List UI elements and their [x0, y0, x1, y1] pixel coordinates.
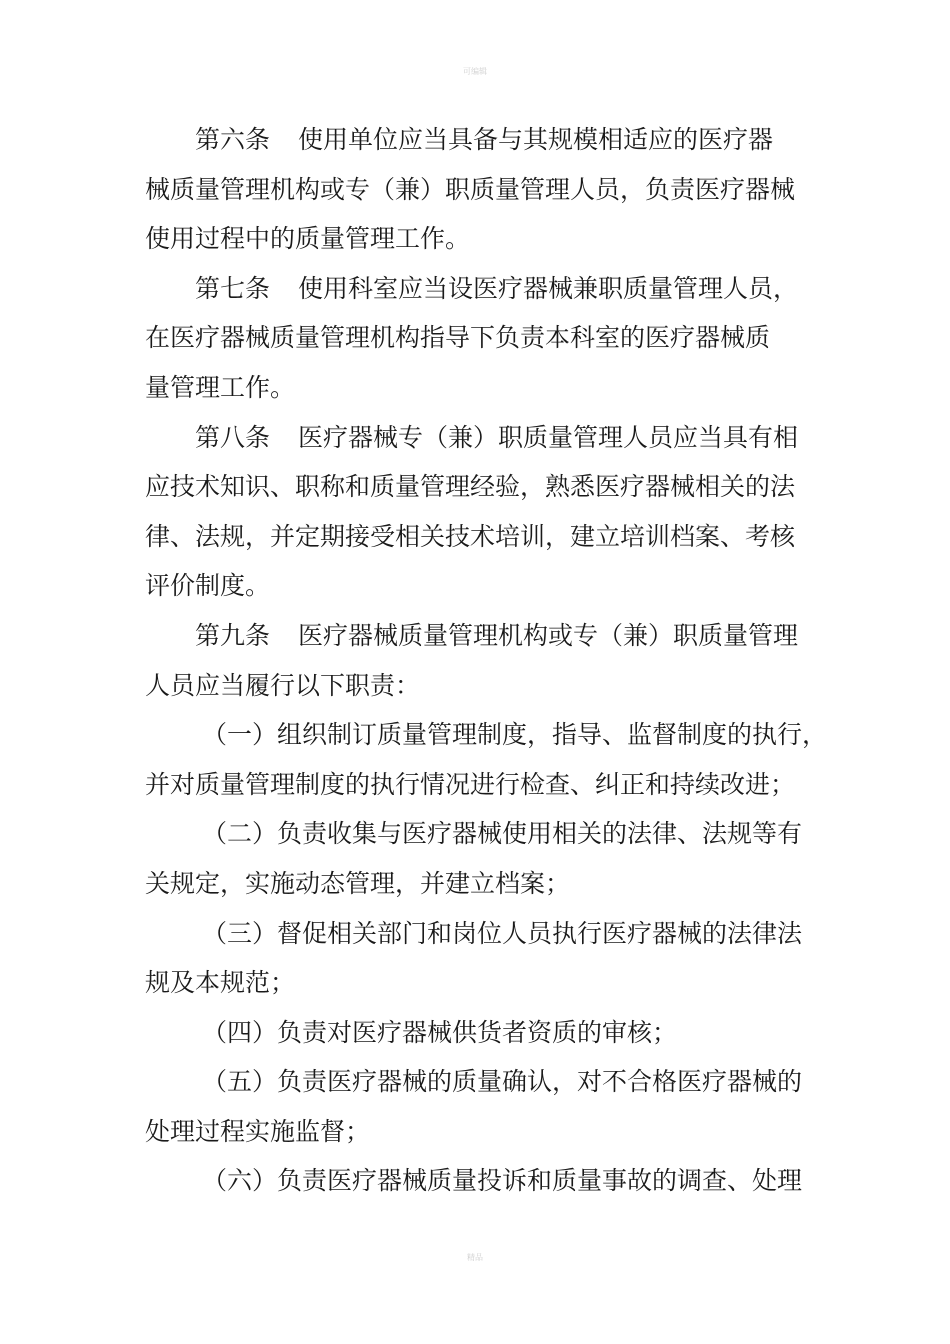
duty-line: 关规定，实施动态管理，并建立档案；: [145, 868, 571, 898]
article-line: 使用过程中的质量管理工作。: [145, 224, 471, 254]
article-label: 第六条: [195, 125, 271, 154]
duty-item-1: [145, 710, 828, 809]
article-label: 第八条: [195, 422, 271, 452]
document-body: [145, 115, 828, 1206]
article-label: 第九条: [195, 620, 271, 650]
article-label: 第七条: [195, 273, 271, 303]
article-text: 医疗器械专（兼）职质量管理人员应当具有相: [298, 422, 799, 452]
duty-line: 规及本规范；: [145, 968, 296, 998]
article-line: 量管理工作。: [145, 372, 296, 402]
duty-line: （三）督促相关部门和岗位人员执行医疗器械的法律法: [202, 918, 803, 948]
article-line: 律、法规，并定期接受相关技术培训，建立培训档案、考核: [145, 521, 796, 551]
article-8: [145, 413, 810, 611]
duty-item-3: [145, 909, 810, 1008]
duty-line: （六）负责医疗器械质量投诉和质量事故的调查、处理: [202, 1166, 803, 1196]
article-line: 评价制度。: [145, 571, 271, 601]
duty-line: （一）组织制订质量管理制度，指导、监督制度的执行，: [202, 720, 828, 750]
article-line: [145, 611, 810, 661]
article-9: [145, 611, 810, 710]
article-text: 医疗器械质量管理机构或专（兼）职质量管理: [298, 620, 799, 650]
article-line: [145, 413, 810, 463]
duty-item-6: [145, 1156, 810, 1206]
article-text: 使用单位应当具备与其规模相适应的医疗器: [298, 125, 774, 154]
article-line: 械质量管理机构或专（兼）职质量管理人员，负责医疗器械: [145, 174, 796, 204]
article-line: 在医疗器械质量管理机构指导下负责本科室的医疗器械质: [145, 323, 771, 353]
article-6: [145, 115, 810, 264]
article-line: 人员应当履行以下职责：: [145, 670, 421, 700]
duty-item-2: [145, 809, 810, 908]
article-7: [145, 264, 810, 413]
duty-line: 处理过程实施监督；: [145, 1116, 371, 1146]
duty-line: （五）负责医疗器械的质量确认，对不合格医疗器械的: [202, 1067, 803, 1097]
article-line: [145, 115, 810, 165]
footer-watermark: 精品: [467, 1253, 483, 1262]
duty-line: （四）负责对医疗器械供货者资质的审核；: [202, 1017, 678, 1047]
header-watermark: 可编辑: [463, 67, 487, 76]
duty-item-5: [145, 1057, 810, 1156]
duty-item-4: [145, 1008, 810, 1058]
article-text: 使用科室应当设医疗器械兼职质量管理人员，: [298, 273, 799, 303]
duty-line: （二）负责收集与医疗器械使用相关的法律、法规等有: [202, 819, 803, 849]
article-line: 应技术知识、职称和质量管理经验，熟悉医疗器械相关的法: [145, 472, 796, 502]
article-line: [145, 264, 810, 314]
duties-list: [145, 710, 828, 1206]
duty-line: 并对质量管理制度的执行情况进行检查、纠正和持续改进；: [145, 769, 796, 799]
